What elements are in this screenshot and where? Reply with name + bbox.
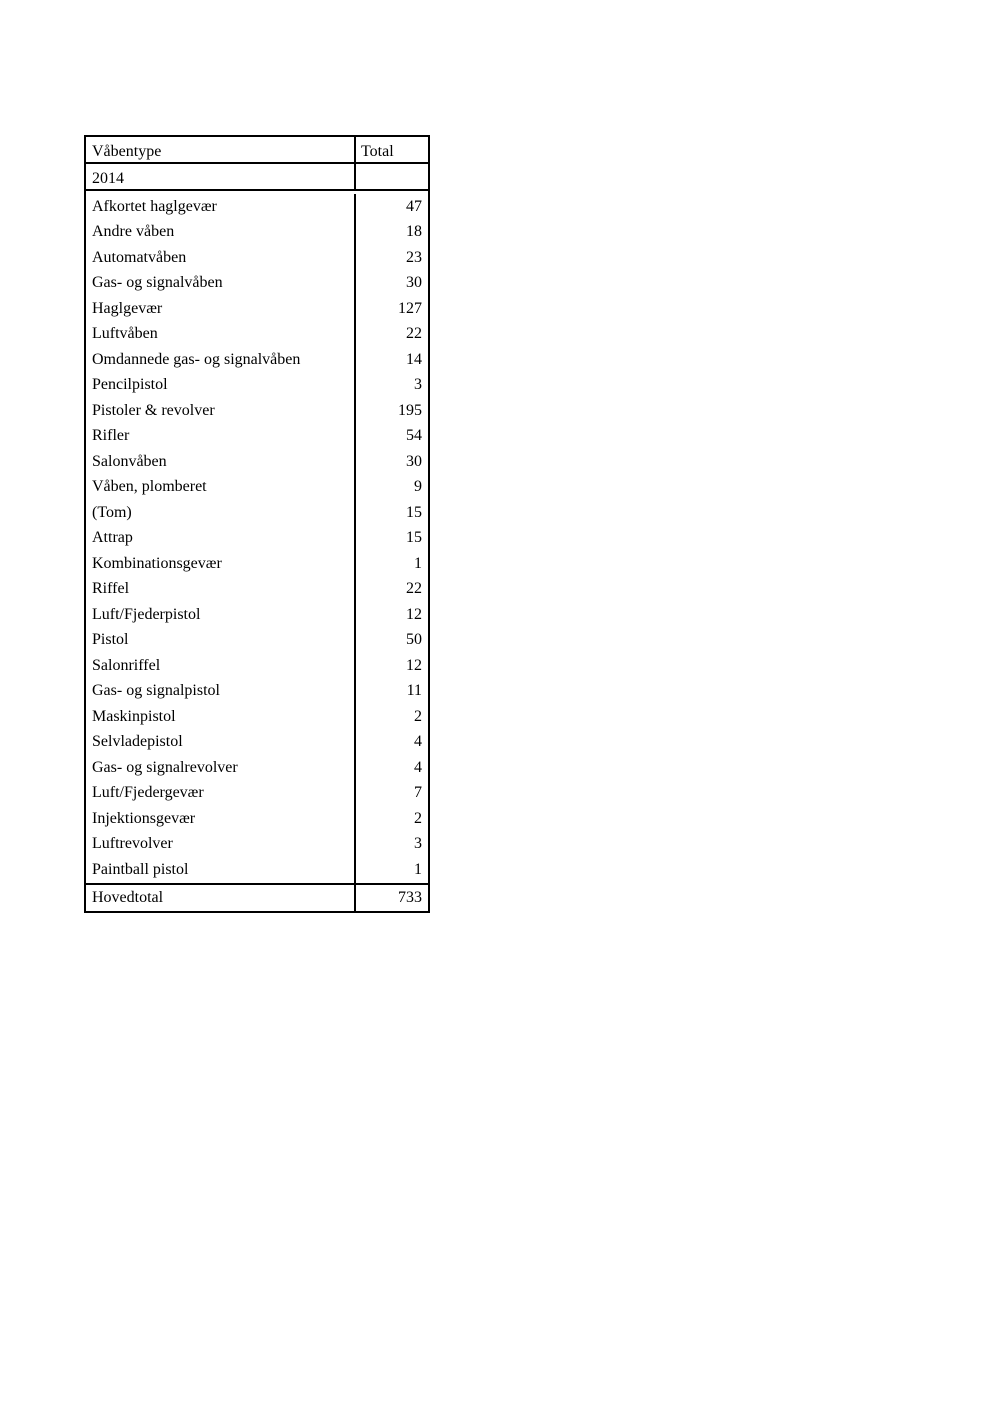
year-row xyxy=(86,164,428,191)
weapon-type-cell: Omdannede gas- og signalvåben xyxy=(86,347,356,373)
column-header-weapon-type: Våbentype xyxy=(86,137,356,162)
table-row xyxy=(86,449,428,475)
table-row xyxy=(86,679,428,705)
weapon-type-cell: Salonvåben xyxy=(86,449,356,475)
table-body xyxy=(86,191,428,885)
table-row xyxy=(86,730,428,756)
weapon-type-cell: Salonriffel xyxy=(86,653,356,679)
total-cell: 2 xyxy=(414,809,422,827)
weapon-type-cell: Maskinpistol xyxy=(86,704,356,730)
total-cell: 30 xyxy=(406,274,422,292)
total-cell: 3 xyxy=(414,376,422,394)
grand-total-value: 733 xyxy=(398,888,422,906)
table-row xyxy=(86,296,428,322)
weapon-type-cell: Våben, plomberet xyxy=(86,475,356,501)
total-cell: 7 xyxy=(414,784,422,802)
weapon-type-cell: Paintball pistol xyxy=(86,857,356,883)
table-row xyxy=(86,424,428,450)
total-cell: 127 xyxy=(398,299,422,317)
weapon-type-cell: Pencilpistol xyxy=(86,373,356,399)
weapon-type-table xyxy=(84,135,430,913)
total-cell: 15 xyxy=(406,503,422,521)
weapon-type-cell: Selvladepistol xyxy=(86,730,356,756)
weapon-type-cell: Riffel xyxy=(86,577,356,603)
total-cell: 1 xyxy=(414,554,422,572)
total-cell: 23 xyxy=(406,248,422,266)
table-row xyxy=(86,475,428,501)
weapon-type-cell: Luft/Fjederpistol xyxy=(86,602,356,628)
total-cell: 15 xyxy=(406,529,422,547)
table-row xyxy=(86,857,428,883)
weapon-type-cell: Luft/Fjedergevær xyxy=(86,781,356,807)
weapon-type-cell: Pistoler & revolver xyxy=(86,398,356,424)
total-cell: 9 xyxy=(414,478,422,496)
total-cell: 12 xyxy=(406,605,422,623)
column-header-total: Total xyxy=(361,143,394,160)
weapon-type-cell: Injektionsgevær xyxy=(86,806,356,832)
total-cell: 22 xyxy=(406,325,422,343)
total-cell: 1 xyxy=(414,860,422,878)
weapon-type-cell: Automatvåben xyxy=(86,245,356,271)
table-row xyxy=(86,245,428,271)
table-row xyxy=(86,551,428,577)
weapon-type-cell: Haglgevær xyxy=(86,296,356,322)
total-cell: 50 xyxy=(406,631,422,649)
weapon-type-cell: Attrap xyxy=(86,526,356,552)
table-row xyxy=(86,781,428,807)
total-cell: 2 xyxy=(414,707,422,725)
weapon-type-cell: Kombinationsgevær xyxy=(86,551,356,577)
grand-total-row xyxy=(86,885,428,911)
table-row xyxy=(86,322,428,348)
weapon-type-cell: Andre våben xyxy=(86,220,356,246)
total-cell: 47 xyxy=(406,197,422,215)
table-row xyxy=(86,628,428,654)
year-total-empty xyxy=(356,164,428,189)
table-row xyxy=(86,653,428,679)
total-cell: 195 xyxy=(398,401,422,419)
grand-total-label: Hovedtotal xyxy=(86,885,356,911)
weapon-type-cell: Luftvåben xyxy=(86,322,356,348)
total-cell: 14 xyxy=(406,350,422,368)
weapon-type-cell: Gas- og signalvåben xyxy=(86,271,356,297)
table-header-row xyxy=(86,137,428,164)
total-cell: 3 xyxy=(414,835,422,853)
table-row xyxy=(86,832,428,858)
table-row xyxy=(86,526,428,552)
total-cell: 54 xyxy=(406,427,422,445)
table-row xyxy=(86,806,428,832)
total-cell: 30 xyxy=(406,452,422,470)
table-row xyxy=(86,347,428,373)
weapon-type-cell: Gas- og signalpistol xyxy=(86,679,356,705)
weapon-type-cell: Luftrevolver xyxy=(86,832,356,858)
table-row xyxy=(86,602,428,628)
weapon-type-cell: Pistol xyxy=(86,628,356,654)
total-cell: 12 xyxy=(406,656,422,674)
table-row xyxy=(86,704,428,730)
total-cell: 22 xyxy=(406,580,422,598)
table-row xyxy=(86,500,428,526)
year-label: 2014 xyxy=(86,164,356,189)
weapon-type-cell: Rifler xyxy=(86,424,356,450)
total-cell: 4 xyxy=(414,733,422,751)
table-row xyxy=(86,755,428,781)
total-cell: 11 xyxy=(406,682,422,700)
total-cell: 18 xyxy=(406,223,422,241)
table-row xyxy=(86,220,428,246)
table-row xyxy=(86,271,428,297)
table-row xyxy=(86,577,428,603)
weapon-type-cell: Afkortet haglgevær xyxy=(86,194,356,220)
table-row xyxy=(86,398,428,424)
weapon-type-cell: (Tom) xyxy=(86,500,356,526)
total-cell: 4 xyxy=(414,758,422,776)
weapon-type-cell: Gas- og signalrevolver xyxy=(86,755,356,781)
table-row xyxy=(86,194,428,220)
table-row xyxy=(86,373,428,399)
